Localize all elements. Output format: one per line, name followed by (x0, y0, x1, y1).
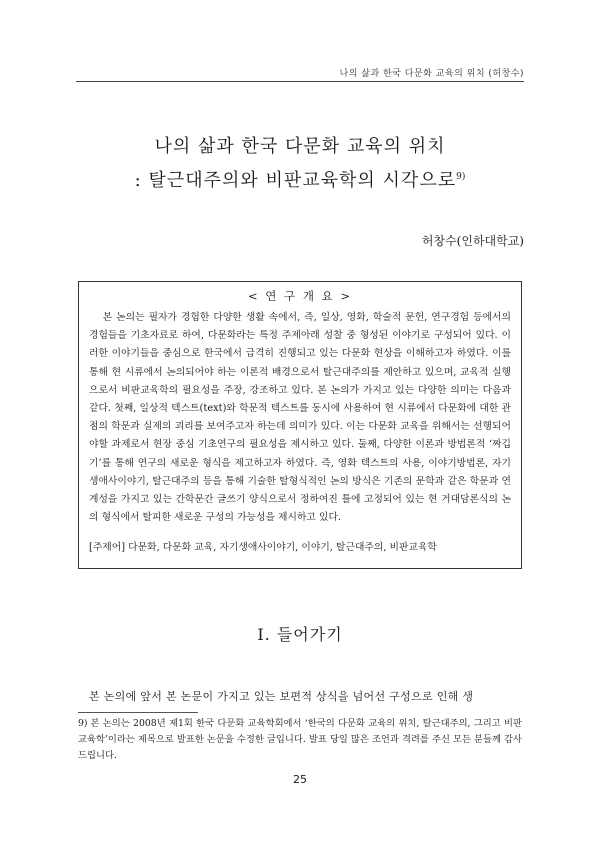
header-rule (76, 81, 524, 82)
title-line-2-text: : 탈근대주의와 비판교육학의 시각으로 (134, 170, 457, 191)
keywords (89, 539, 511, 553)
title-line-2 (0, 162, 600, 196)
keywords-list: 다문화, 다문화 교육, 자기생애사이야기, 이야기, 탈근대주의, 비판교육학 (128, 542, 437, 554)
abstract-box (78, 281, 522, 569)
abstract-body: 본 논의는 필자가 경험한 다양한 생활 속에서, 즉, 일상, 영화, 학술적 문헌, 연구경험 등에서의 경험들을 기초자료로 하여, 다문화라는 특정 주제아래 성찰 중 형성된 이야기로 구성되어 있다. 이러한 이야기들을 중심으로 한국에서 급격히 진행되고 있는 다문화 현상을 이해하고자 하였다. 이를 통해 현 시류에서 논의되어야 하는 이론적 배경으로서 탈근대주의를 제안하고 있으며, 교육적 실행으로서 비판교육학의 필요성을 주장, 강조하고 있다. 본 논의가 가지고 있는 다양한 의미는 다음과 같다. 첫째, 일상적 텍스트(text)와 학문적 텍스트를 동시에 사용하여 현 시류에서 다문화에 대한 관점의 학문과 실제의 괴리를 보여주고자 하는데 의미가 있다. 이는 다문화 교육을 위해서는 선행되어야할 과제로서 현장 중심 기초연구의 필요성을 제시하고 있다. 둘째, 다양한 이론과 방법론적 ‘짜깁기’를 통해 연구의 새로운 형식을 제고하고자 하였다. 즉, 영화 텍스트의 사용, 이야기방법론, 자기생애사이야기, 탈근대주의 등을 통해 기술한 탈형식적인 논의 방식은 기존의 문학과 같은 학문과 연계성을 가지고 있는 간학문간 글쓰기 양식으로서 정하여진 틀에 고정되어 있는 현 거대담론식의 논의 형식에서 탈피한 새로운 구성의 가능성을 제시하고 있다. (89, 312, 511, 524)
section-heading: I. 들어가기 (257, 625, 343, 644)
keywords-label: [주제어] (89, 542, 126, 554)
paper-title (0, 132, 600, 196)
footnote (78, 716, 522, 764)
title-footnote-mark: 9) (456, 172, 466, 182)
footnote-rule (78, 712, 198, 713)
footnote-mark: 9) (78, 718, 88, 729)
page-number: 25 (293, 773, 307, 786)
running-header: 나의 삶과 한국 다문화 교육의 위치 (허창수) (339, 69, 524, 79)
title-line-1: 나의 삶과 한국 다문화 교육의 위치 (154, 136, 446, 157)
footnote-text: 본 논의는 2008년 제1회 한국 다문화 교육학회에서 ‘한국의 다문화 교육의 위치, 탈근대주의, 그리고 비판교육학’이라는 제목으로 발표한 논문을 수정한 글입니다. 발표 당일 많은 조언과 격려를 주신 모든 분들께 감사드립니다. (78, 718, 522, 761)
body-paragraph: 본 논의에 앞서 본 논문이 가지고 있는 보편적 상식을 넘어선 구성으로 인해 생 (89, 690, 474, 703)
author-affiliation: 허창수(인하대학교) (421, 234, 524, 248)
abstract-heading: < 연 구 개 요 > (248, 289, 352, 303)
